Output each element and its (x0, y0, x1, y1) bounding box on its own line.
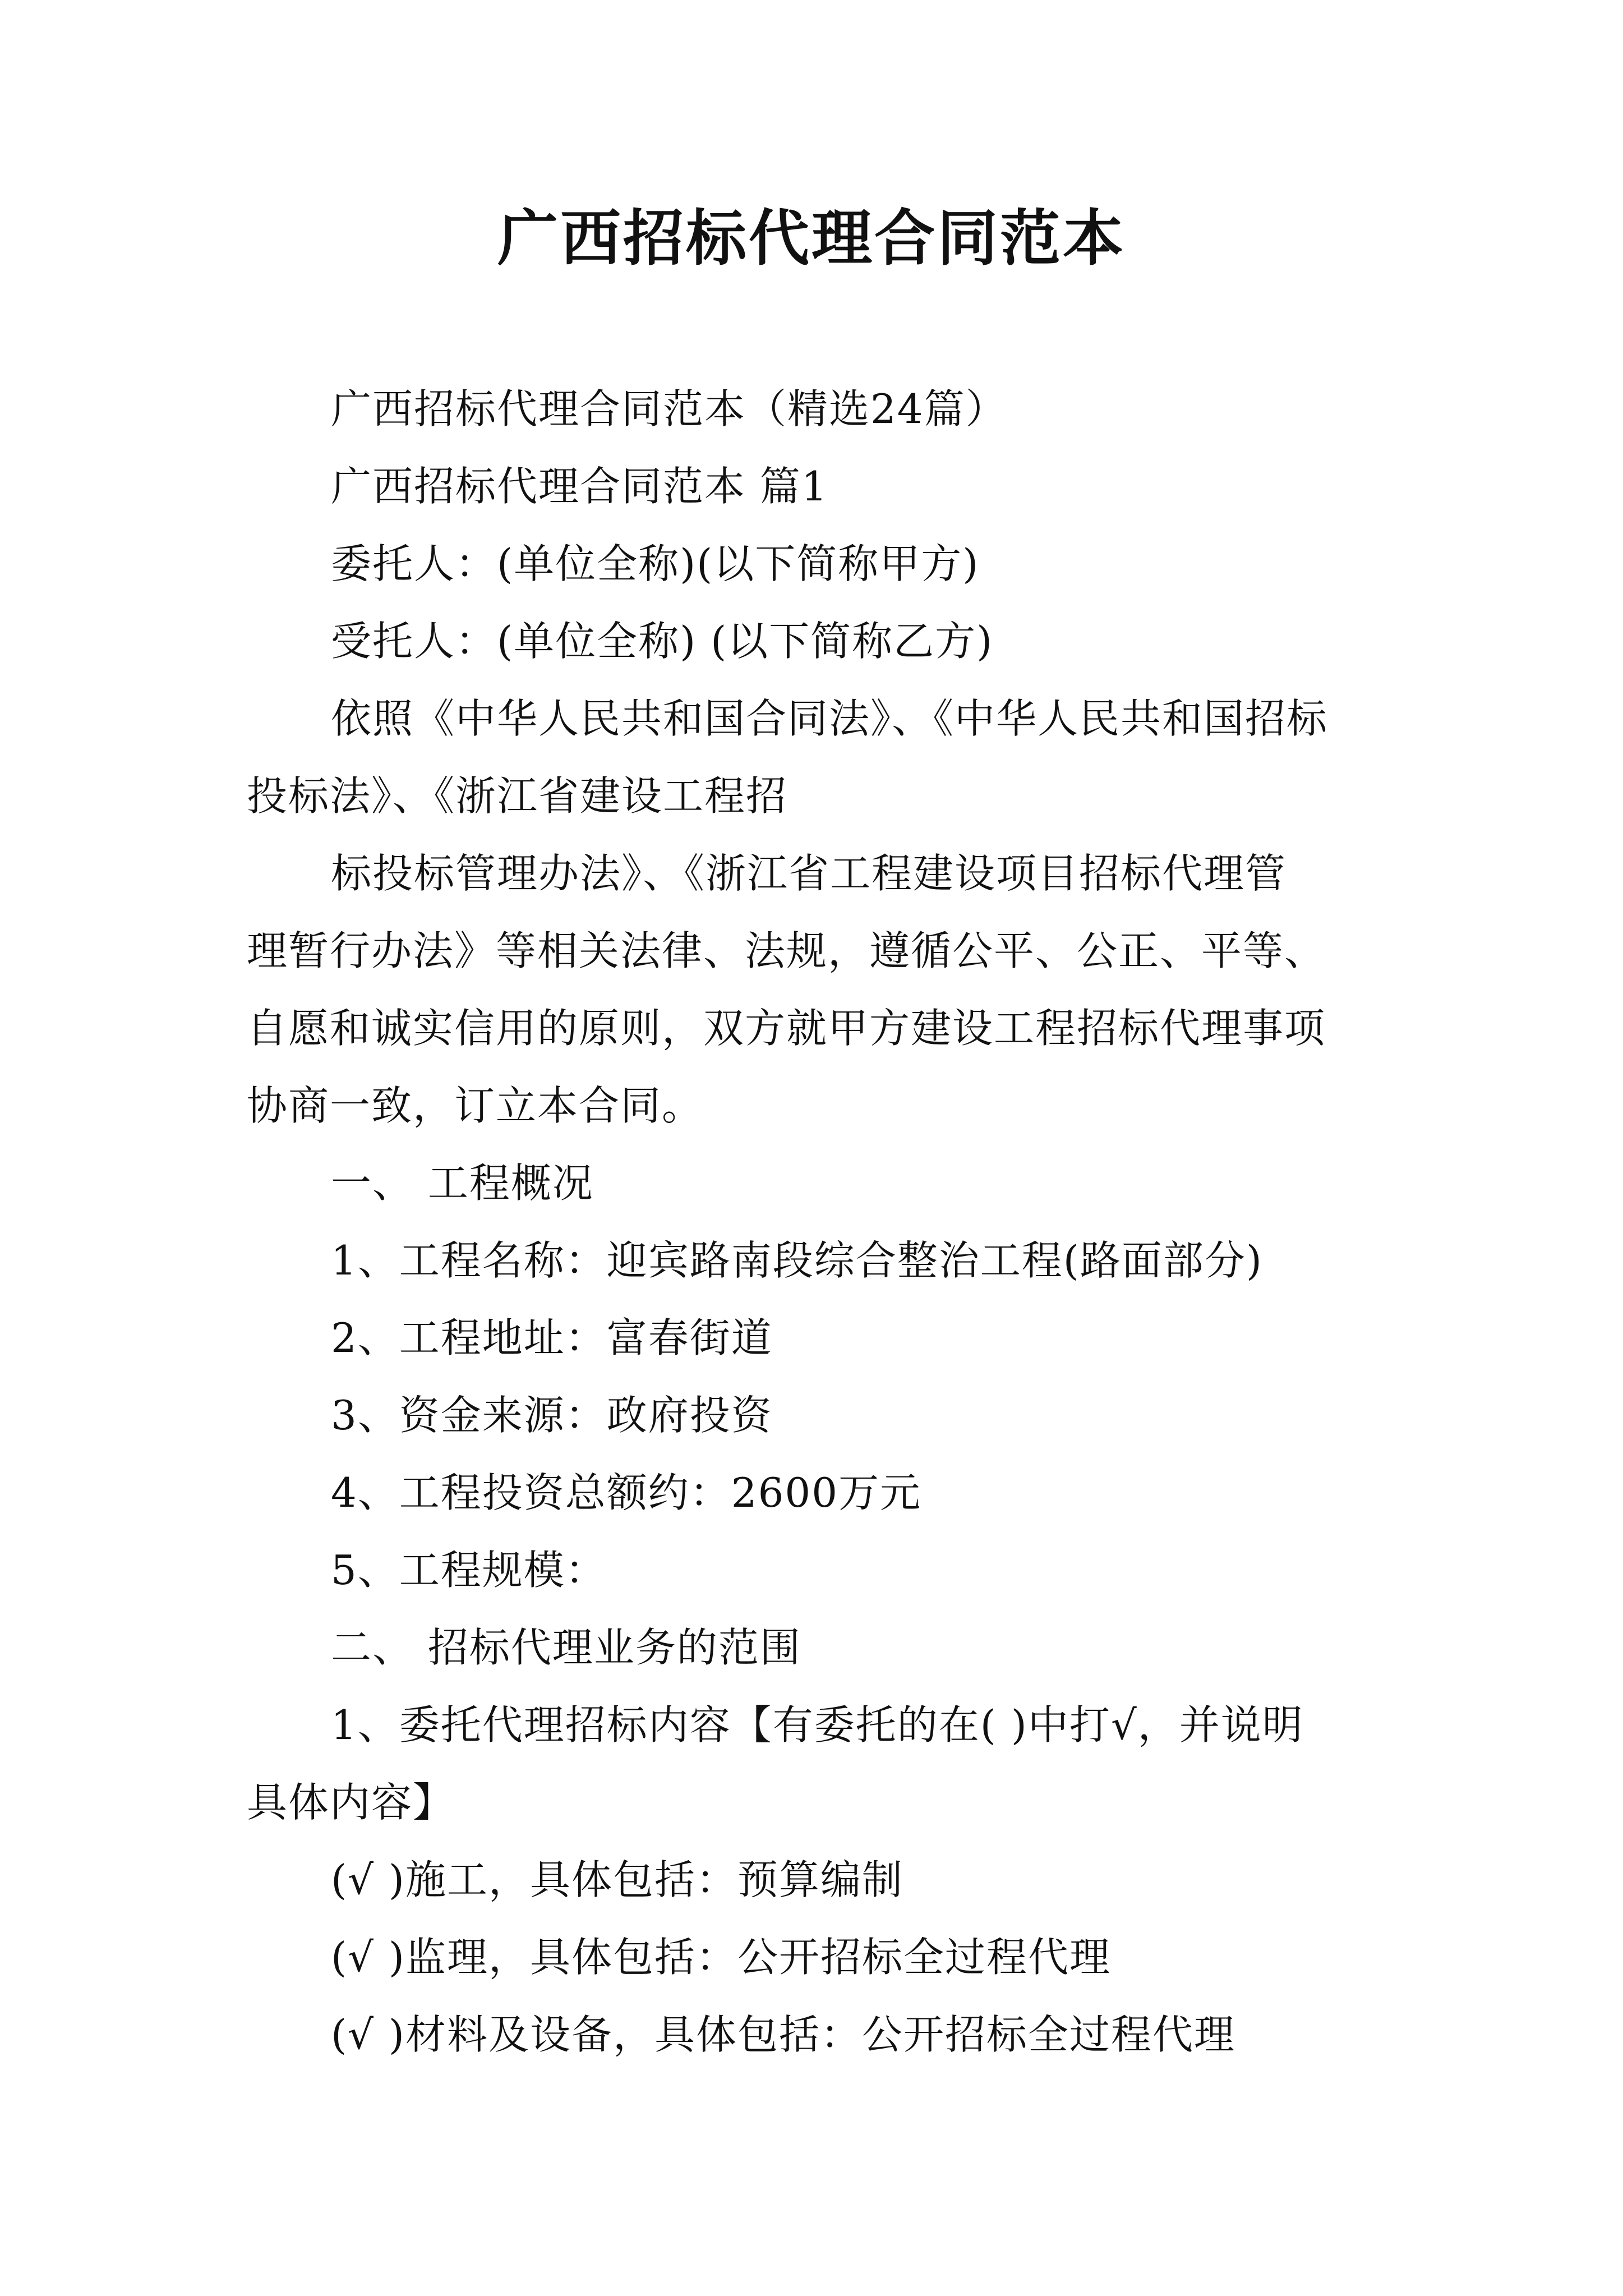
body-line-12: 1、工程名称：迎宾路南段综合整治工程(路面部分) (331, 1237, 1263, 1284)
body-line-7: 标投标管理办法》、《浙江省工程建设项目招标代理管 (331, 850, 1287, 897)
body-line-20: (√ )施工，具体包括：预算编制 (331, 1856, 903, 1903)
body-line-16: 5、工程规模： (331, 1547, 607, 1594)
body-line-10: 协商一致，订立本合同。 (247, 1082, 704, 1129)
body-line-21: (√ )监理，具体包括：公开招标全过程代理 (331, 1934, 1111, 1981)
body-line-19: 具体内容】 (247, 1779, 455, 1826)
body-line-18: 1、委托代理招标内容【有委托的在( )中打√，并说明 (331, 1701, 1304, 1749)
body-line-8: 理暂行办法》等相关法律、法规，遵循公平、公正、平等、 (247, 927, 1326, 974)
body-line-1: 广西招标代理合同范本（精选24篇） (331, 385, 1007, 432)
body-line-9: 自愿和诚实信用的原则，双方就甲方建设工程招标代理事项 (247, 1005, 1326, 1052)
body-line-6: 投标法》、《浙江省建设工程招 (247, 772, 788, 820)
body-line-3: 委托人：(单位全称)(以下简称甲方) (331, 540, 980, 587)
body-line-17: 二、 招标代理业务的范围 (331, 1624, 801, 1671)
body-line-2: 广西招标代理合同范本 篇1 (331, 463, 828, 510)
document-body (247, 370, 1391, 2073)
document-title: 广西招标代理合同范本 (497, 203, 1126, 274)
body-line-11: 一、 工程概况 (331, 1159, 594, 1207)
body-line-15: 4、工程投资总额约：2600万元 (331, 1469, 922, 1516)
body-line-13: 2、工程地址：富春街道 (331, 1314, 773, 1361)
body-line-14: 3、资金来源：政府投资 (331, 1392, 773, 1439)
body-line-22: (√ )材料及设备，具体包括：公开招标全过程代理 (331, 2011, 1235, 2058)
body-line-4: 受托人：(单位全称) (以下简称乙方) (331, 618, 994, 665)
body-line-5: 依照《中华人民共和国合同法》、《中华人民共和国招标 (331, 695, 1329, 742)
